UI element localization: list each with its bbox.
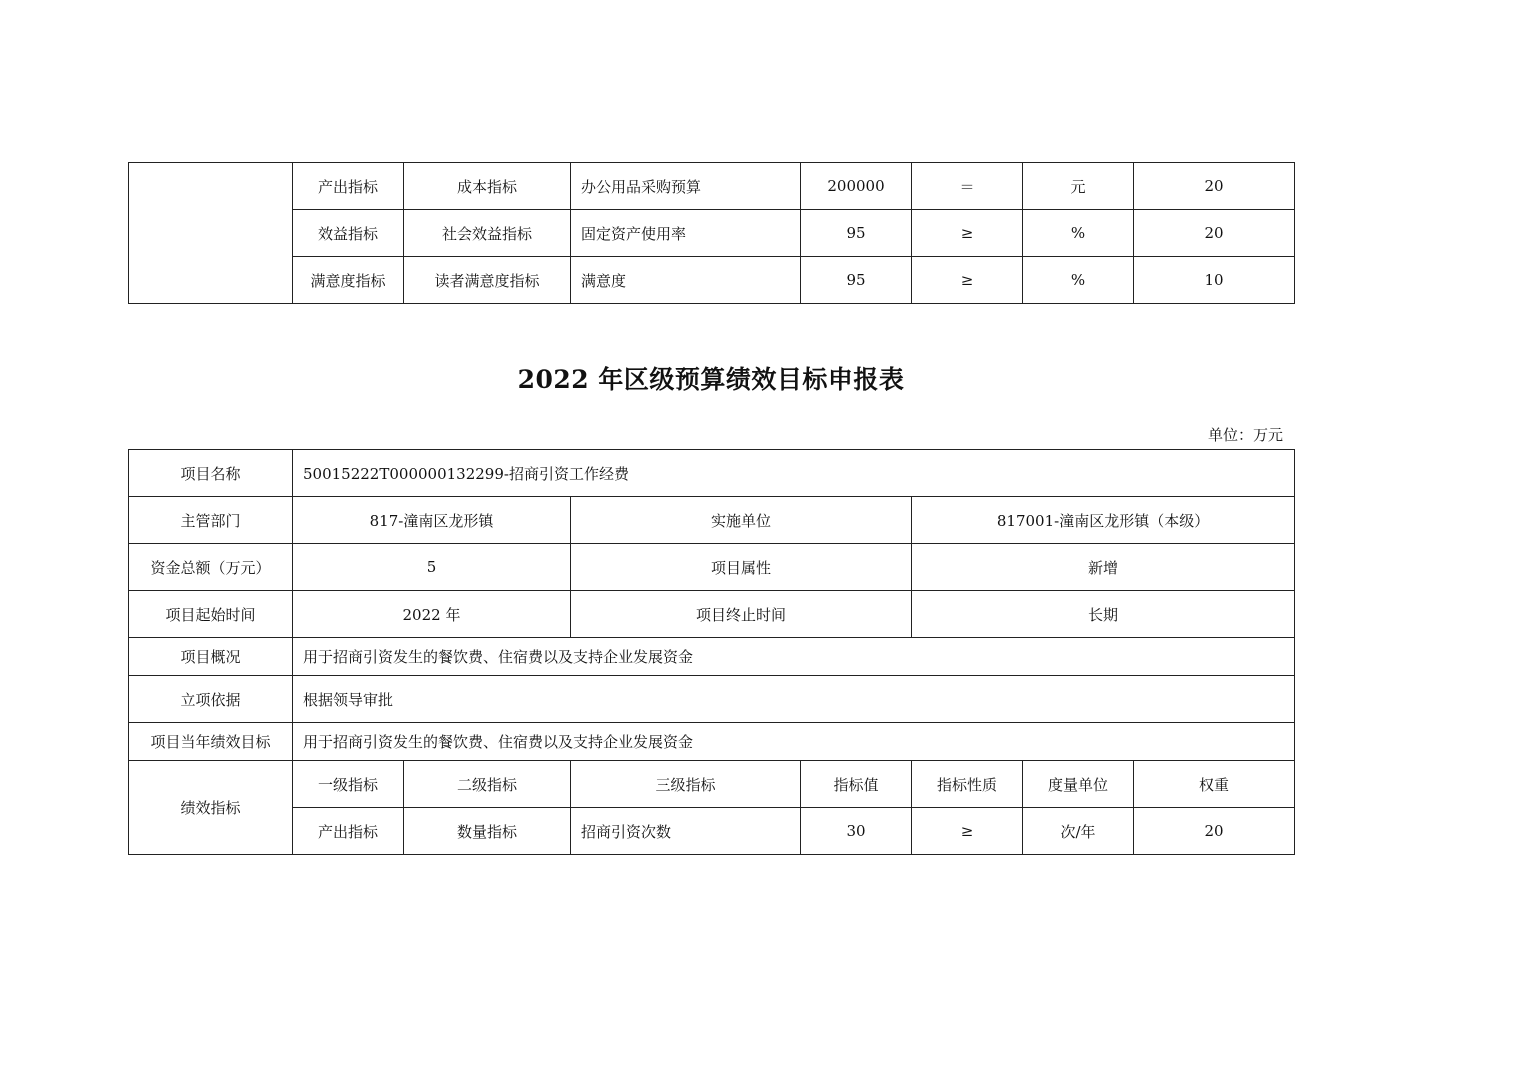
level2-cell: 数量指标 — [404, 808, 571, 855]
table-row — [129, 163, 1295, 210]
dept-label: 主管部门 — [129, 497, 293, 544]
header-weight: 权重 — [1134, 761, 1295, 808]
table-row — [129, 808, 1295, 855]
goal-label: 项目当年绩效目标 — [129, 723, 293, 761]
end-label: 项目终止时间 — [571, 591, 912, 638]
row-project-name — [129, 450, 1295, 497]
project-name-value: 50015222T000000132299-招商引资工作经费 — [293, 450, 1295, 497]
table-row — [129, 257, 1295, 304]
row-basis — [129, 676, 1295, 723]
level1-cell: 满意度指标 — [293, 257, 404, 304]
basis-label: 立项依据 — [129, 676, 293, 723]
level1-cell: 产出指标 — [293, 808, 404, 855]
header-level3: 三级指标 — [571, 761, 801, 808]
value-cell: 95 — [801, 257, 912, 304]
weight-cell: 20 — [1134, 808, 1295, 855]
page-title: 2022 年区级预算绩效目标申报表 — [517, 365, 905, 394]
header-level1: 一级指标 — [293, 761, 404, 808]
level1-cell: 产出指标 — [293, 163, 404, 210]
unit-note: 单位：万元 — [1207, 426, 1283, 444]
nature-cell: ≥ — [912, 808, 1023, 855]
fund-label: 资金总额（万元） — [129, 544, 293, 591]
row-fund — [129, 544, 1295, 591]
header-nature: 指标性质 — [912, 761, 1023, 808]
impl-value: 817001-潼南区龙形镇（本级） — [912, 497, 1295, 544]
budget-target-table — [128, 449, 1295, 855]
goal-value: 用于招商引资发生的餐饮费、住宿费以及支持企业发展资金 — [293, 723, 1295, 761]
row-perf-headers — [129, 761, 1295, 808]
nature-cell: ＝ — [912, 163, 1023, 210]
value-cell: 200000 — [801, 163, 912, 210]
perf-label-cell-continued — [129, 163, 293, 304]
overview-label: 项目概况 — [129, 638, 293, 676]
value-cell: 95 — [801, 210, 912, 257]
continuation-table — [128, 162, 1295, 304]
attr-label: 项目属性 — [571, 544, 912, 591]
header-value: 指标值 — [801, 761, 912, 808]
dept-value: 817-潼南区龙形镇 — [293, 497, 571, 544]
level2-cell: 读者满意度指标 — [404, 257, 571, 304]
row-goal — [129, 723, 1295, 761]
fund-value: 5 — [293, 544, 571, 591]
impl-label: 实施单位 — [571, 497, 912, 544]
value-cell: 30 — [801, 808, 912, 855]
project-name-label: 项目名称 — [129, 450, 293, 497]
level3-cell: 满意度 — [571, 257, 801, 304]
basis-value: 根据领导审批 — [293, 676, 1295, 723]
nature-cell: ≥ — [912, 257, 1023, 304]
start-value: 2022 年 — [293, 591, 571, 638]
start-label: 项目起始时间 — [129, 591, 293, 638]
perf-label: 绩效指标 — [129, 761, 293, 855]
row-period — [129, 591, 1295, 638]
header-level2: 二级指标 — [404, 761, 571, 808]
level2-cell: 社会效益指标 — [404, 210, 571, 257]
weight-cell: 20 — [1134, 210, 1295, 257]
table-row — [129, 210, 1295, 257]
unit-cell: 次/年 — [1023, 808, 1134, 855]
overview-value: 用于招商引资发生的餐饮费、住宿费以及支持企业发展资金 — [293, 638, 1295, 676]
level3-cell: 招商引资次数 — [571, 808, 801, 855]
unit-cell: 元 — [1023, 163, 1134, 210]
row-overview — [129, 638, 1295, 676]
header-unit: 度量单位 — [1023, 761, 1134, 808]
level3-cell: 固定资产使用率 — [571, 210, 801, 257]
row-department — [129, 497, 1295, 544]
weight-cell: 10 — [1134, 257, 1295, 304]
level1-cell: 效益指标 — [293, 210, 404, 257]
unit-cell: % — [1023, 257, 1134, 304]
nature-cell: ≥ — [912, 210, 1023, 257]
unit-cell: % — [1023, 210, 1134, 257]
weight-cell: 20 — [1134, 163, 1295, 210]
attr-value: 新增 — [912, 544, 1295, 591]
end-value: 长期 — [912, 591, 1295, 638]
level2-cell: 成本指标 — [404, 163, 571, 210]
level3-cell: 办公用品采购预算 — [571, 163, 801, 210]
